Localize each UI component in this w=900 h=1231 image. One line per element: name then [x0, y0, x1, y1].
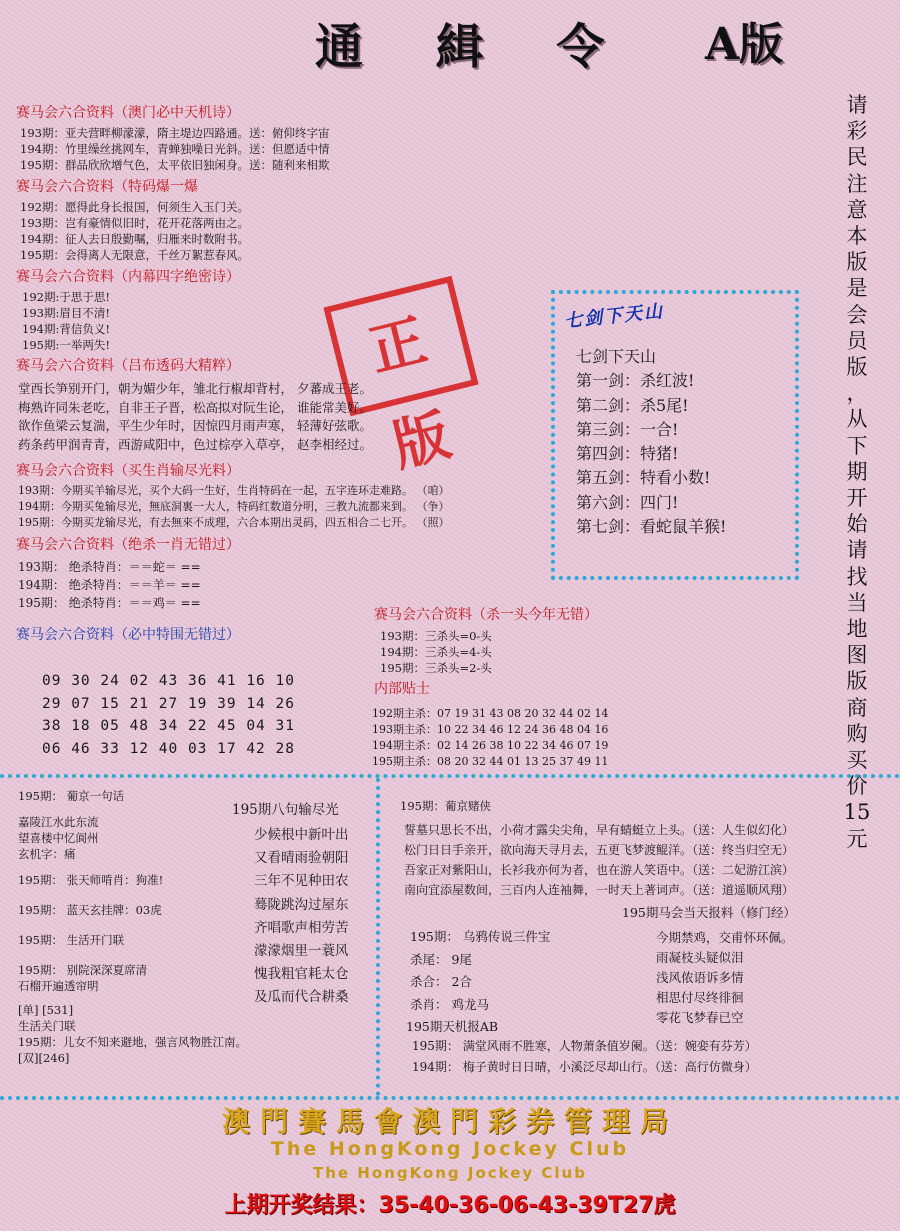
- text-line: 及瓜而代合耕桑: [254, 989, 349, 1006]
- text-line: 雨凝枝头疑似泪: [656, 950, 744, 965]
- side-notice-char: 版: [846, 355, 868, 380]
- text-line: 195期主杀：08 20 32 44 01 13 25 37 49 11: [372, 755, 609, 768]
- text-line: 192期:于思于思!: [22, 290, 110, 304]
- divider-vertical: [376, 778, 380, 1096]
- text-line: 193期：今期买羊输尽光，买个大码一生好，生肖特码在一起，五字连环走难路。 （咱）: [18, 484, 450, 497]
- text-line: 零花飞梦春已空: [656, 1010, 744, 1025]
- section-poem-lines: [20, 125, 329, 173]
- side-notice-char: 请: [846, 93, 868, 117]
- sword-line: 第五剑：特看小数!: [576, 468, 711, 488]
- text-line: 195期：群品欣欣增气色，太平依旧独闲身。送：随利来相欺: [20, 158, 330, 172]
- sword-line: 第七剑：看蛇鼠羊猴!: [576, 517, 727, 537]
- page-title: 通 緝 令: [315, 19, 633, 75]
- number-row: 29 07 15 21 27 19 39 14 26: [42, 695, 295, 712]
- side-notice-char: 是: [846, 276, 868, 301]
- text-line: 195期： 张天师啃肖：狗准!: [18, 873, 164, 887]
- sword-line: 第一剑：杀红波!: [576, 371, 695, 391]
- text-line: 杀尾： 9尾: [410, 951, 472, 967]
- text-line: 195期：三杀头=2-头: [380, 661, 492, 675]
- text-line: 杀肖： 鸡龙马: [410, 996, 489, 1012]
- text-line: 194期：三杀头=4-头: [380, 645, 492, 659]
- seven-swords-heading: 七剑下天山: [576, 347, 657, 366]
- text-line: 195期:一举两失!: [22, 338, 110, 352]
- text-line: 三年不见种田农: [254, 873, 349, 890]
- block-report-lines: [656, 928, 794, 1028]
- footer-org-english: The HongKong Jockey Club: [270, 1138, 630, 1160]
- section-title-poem: 赛马会六合资料（澳门必中天机诗）: [16, 105, 240, 121]
- text-line: 望喜楼中忆阆州: [18, 831, 99, 845]
- text-line: 195期： 满堂风雨不胜寒，人物萧条值岁阑。（送：婉娈有芬芳）: [412, 1039, 757, 1053]
- side-notice-char: 始: [846, 512, 868, 537]
- text-line: 193期:眉目不清!: [22, 306, 110, 320]
- side-notice-char: 商: [846, 695, 868, 720]
- block-gambler-title: 195期：葡京赌侠: [400, 799, 491, 813]
- text-line: 193期：亚夫营畔柳濛濛，隋主堤边四路通。送：俯仰终字宙: [20, 126, 330, 140]
- text-line: 濛濛烟里一蓑风: [254, 943, 349, 960]
- side-notice-char: 意: [846, 197, 868, 222]
- sword-line: 第四剑：特猪!: [576, 444, 679, 464]
- text-line: 相思付尽终徘徊: [656, 990, 744, 1005]
- text-line: 生活关门联: [18, 1019, 76, 1033]
- side-notice-char: 民: [846, 145, 868, 170]
- side-notice-char: 期: [846, 459, 868, 484]
- side-notice-char: ，: [846, 381, 868, 406]
- block-eight-lines: [254, 824, 349, 1010]
- block-crow: [410, 926, 550, 1016]
- text-line: 194期：竹里缲丝挑网车，青蝉独噪日光斜。送：但愿适中情: [20, 142, 330, 156]
- footer-org-english-small: The HongKong Jockey Club: [313, 1164, 587, 1182]
- text-line: 今期禁鸡，交甫怀环佩。: [656, 930, 794, 945]
- block-report-title: 195期马会当天报料（修门经）: [622, 905, 796, 920]
- text-line: 少候根中新叶出: [254, 827, 349, 843]
- section-title-numbers: 赛马会六合资料（必中特围无错过）: [16, 627, 240, 643]
- text-line: 齐唱歌声相劳苦: [254, 919, 349, 936]
- text-line: 吾家正对紫阳山，长衫我亦何为者，也在游人笑语中。（送：二妃游江滨）: [404, 863, 795, 877]
- section-title-zodiac: 赛马会六合资料（买生肖输尽光料）: [16, 463, 240, 479]
- block-tianji-title: 195期天机报AB: [406, 1019, 499, 1034]
- side-notice-char: 开: [846, 486, 868, 511]
- text-line: 193期： 绝杀特肖：＝＝蛇＝ ==: [18, 560, 201, 574]
- text-line: 194期:背信负义!: [22, 322, 110, 336]
- text-line: 欲作鱼梁云复湍，平生少年时，因惊四月雨声寒， 轻薄好弦歌。: [18, 418, 372, 433]
- text-line: 195期： 乌鸦传说三件宝: [410, 929, 551, 944]
- side-notice-char: 版: [846, 669, 868, 694]
- section-fourchar-lines: [22, 289, 110, 353]
- last-draw-result: 上期开奖结果：35-40-36-06-43-39T27虎: [224, 1193, 676, 1218]
- text-line: 愧我粗官耗太仓: [254, 966, 349, 983]
- text-line: 194期主杀：02 14 26 38 10 22 34 46 07 19: [372, 739, 609, 752]
- text-line: 南向宜添屋数间，三百内人连袖舞，一时天上著词声。（送：道遥顺风翔）: [404, 883, 795, 897]
- number-row: 38 18 05 48 34 22 45 04 31: [42, 718, 295, 734]
- text-line: 192期：愿得此身长报国，何须生入玉门关。: [20, 200, 249, 214]
- sword-line: 第二剑：杀5尾!: [576, 395, 689, 415]
- text-line: 堂西长笋别开门，朝为媚少年，雏北行椒却背村， 夕蕃成王老。: [18, 381, 372, 396]
- block-eight-lines-title: 195期八句输尽光: [232, 802, 339, 818]
- side-notice-char: 员: [846, 328, 868, 353]
- side-notice-char: 地: [846, 617, 868, 642]
- side-notice-char: 图: [846, 643, 868, 668]
- number-row: 06 46 33 12 40 03 17 42 28: [42, 740, 295, 757]
- seven-swords-list: [576, 345, 726, 539]
- section-title-killhead: 赛马会六合资料（杀一头今年无错）: [374, 607, 598, 623]
- text-line: 194期： 梅子黄时日日晴，小溪泛尽却山行。（送：高行仿微身）: [412, 1060, 757, 1074]
- text-line: 193期主杀：10 22 34 46 12 24 36 48 04 16: [372, 723, 609, 736]
- section-title-special: 赛马会六合资料（特码爆一爆: [16, 179, 198, 195]
- text-line: 192期主杀：07 19 31 43 08 20 32 44 02 14: [372, 707, 609, 720]
- block-tianji-lines: [412, 1036, 757, 1078]
- text-line: 193期：三杀头=0-头: [380, 629, 492, 643]
- text-line: 195期： 生活开门联: [18, 933, 125, 947]
- text-line: 蓦陇跳沟过屋东: [254, 896, 349, 913]
- section-title-lvbu: 赛马会六合资料（吕布透码大精粹）: [16, 358, 240, 374]
- text-line: 梅熟许同朱老吃，自非王子晋，松高拟对阮生论， 谁能常美好。: [18, 399, 372, 415]
- number-grid: [42, 670, 295, 760]
- edition-label: A版: [705, 19, 784, 70]
- section-title-fourchar: 赛马会六合资料（内幕四字绝密诗）: [16, 269, 240, 285]
- section-killhead-lines: [380, 628, 492, 676]
- side-notice-char: 价: [846, 774, 868, 799]
- section-title-tips: 内部贴士: [374, 681, 430, 697]
- section-lvbu-lines: [18, 380, 372, 454]
- side-notice-char: 下: [846, 433, 868, 458]
- text-line: 松门日日手亲开，欲向海天寻月去，五更飞梦渡鲲洋。（送：终当归空无）: [404, 843, 795, 857]
- section-kill-lines: [18, 558, 201, 612]
- side-notice-char: 版: [846, 250, 868, 275]
- side-notice-char: 找: [846, 564, 868, 589]
- side-notice-char: 购: [846, 721, 868, 746]
- text-line: 195期：儿女不知来避地，强言风物胜江南。: [18, 1035, 247, 1049]
- text-line: 又看晴雨验朝阳: [254, 850, 349, 867]
- text-line: 195期： 葡京一句话: [18, 789, 125, 803]
- section-title-kill: 赛马会六合资料（绝杀一肖无错过）: [16, 537, 240, 553]
- text-line: 194期： 绝杀特肖：＝＝羊＝ ==: [18, 578, 201, 592]
- side-notice-char: 注: [846, 171, 868, 196]
- text-line: 浅风侬语诉多情: [656, 970, 744, 985]
- text-line: 193期：岂有豪情似旧时，花开花落两由之。: [20, 216, 249, 230]
- side-notice-char: 本: [846, 224, 868, 249]
- side-notice-char: 15: [843, 800, 871, 825]
- genuine-stamp: 正版: [323, 276, 478, 417]
- text-line: 誓墓只思长不出，小荷才露尖尖角，早有蜻蜓立上头。（送：人生似幻化）: [404, 823, 795, 837]
- side-notice-char: 买: [846, 748, 868, 773]
- block-gambler-lines: [404, 820, 794, 900]
- side-notice-char: 元: [846, 826, 868, 851]
- text-line: 石榴开遍透帘明: [18, 979, 99, 993]
- sword-line: 第三剑：一合!: [576, 419, 679, 439]
- text-line: 195期： 绝杀特肖：＝＝鸡＝ ==: [18, 596, 201, 610]
- text-line: 195期：会得离人无限意，千丝万絮惹春风。: [20, 248, 249, 262]
- side-notice-char: 会: [846, 302, 868, 327]
- footer-org-chinese: 澳門賽馬會澳門彩券管理局: [221, 1105, 678, 1138]
- side-notice-char: 当: [846, 590, 868, 615]
- divider-horizontal: [0, 774, 900, 778]
- text-line: 药条药甲润青青，西游咸阳中，色过棕亭入草亭， 赵李相经过。: [18, 436, 372, 452]
- text-line: 杀合： 2合: [410, 974, 472, 989]
- section-special-lines: [20, 199, 249, 263]
- text-line: [单] [531]: [18, 1003, 74, 1017]
- text-line: 194期：今期买兔输尽光，無底洞裏一大人，特码红数道分明，三教九流都来到。 （争）: [18, 500, 450, 513]
- text-line: 195期： 别院深深夏席清: [18, 963, 148, 977]
- text-line: 玄机字：痛: [18, 847, 76, 861]
- side-notice-char: 彩: [846, 119, 868, 144]
- section-tips-lines: [372, 706, 608, 770]
- block-macau-line: [18, 788, 247, 1066]
- text-line: 嘉陵江水此东流: [18, 815, 99, 829]
- seven-swords-banner: 七剑下天山: [563, 300, 665, 333]
- section-zodiac-lines: [18, 483, 450, 531]
- text-line: 195期：今期买龙输尽光，有去無來不成理，六合本期出灵码，四五相合二七开。 （照）: [18, 516, 450, 529]
- text-line: [双][246]: [18, 1051, 70, 1065]
- side-notice-char: 请: [846, 538, 868, 563]
- number-row: 09 30 24 02 43 36 41 16 10: [42, 673, 295, 689]
- text-line: 195期： 蓝天玄挂牌：03虎: [18, 903, 162, 917]
- text-line: 194期：征人去日殷勤嘱，归雁来时数附书。: [20, 232, 249, 246]
- sword-line: 第六剑：四门!: [576, 492, 679, 512]
- side-notice-char: 从: [846, 407, 868, 432]
- side-notice: [842, 92, 872, 852]
